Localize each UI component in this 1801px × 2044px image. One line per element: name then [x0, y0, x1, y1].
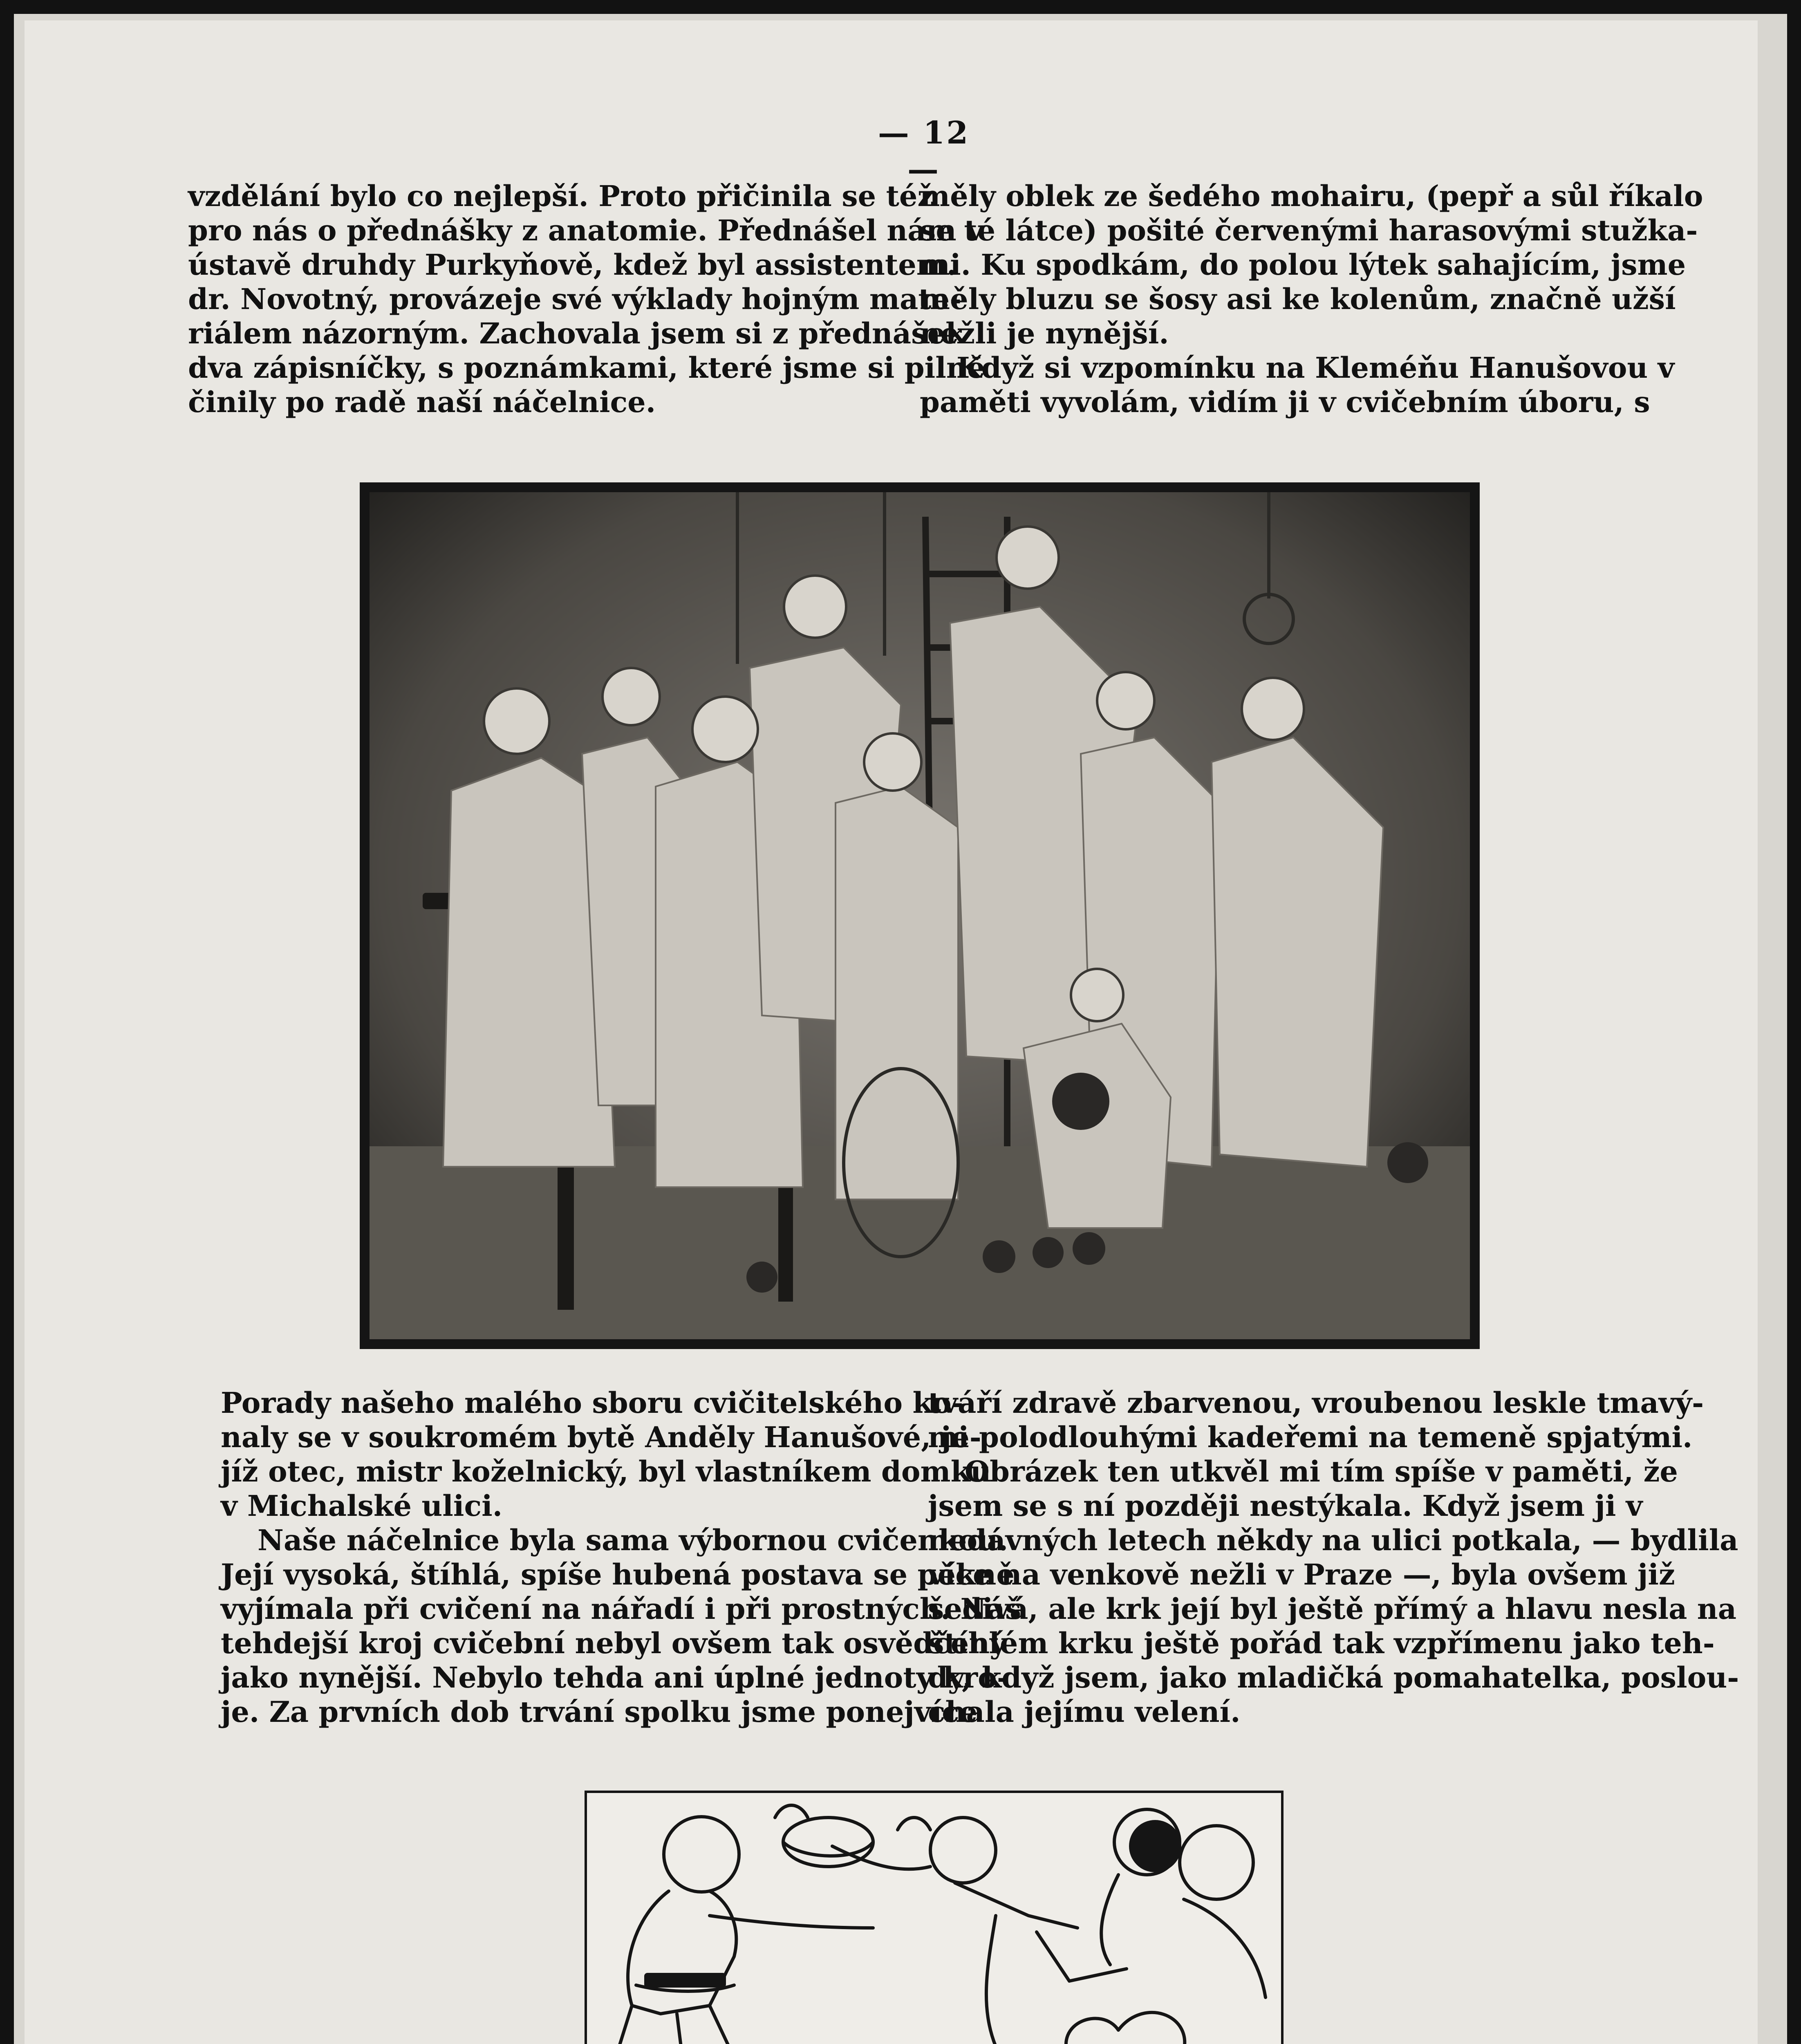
- text-line: je. Za prvních dob trvání spolku jsme ponejvíce: [221, 1695, 978, 1729]
- text-line: tehdejší kroj cvičební nebyl ovšem tak osvědčený: [221, 1626, 1006, 1660]
- text-line: měly bluzu se šosy asi ke kolenům, značně užší: [920, 282, 1676, 316]
- text-line: činily po radě naší náčelnice.: [188, 385, 656, 419]
- text-line: vzdělání bylo co nejlepší. Proto přičinila se též: [188, 179, 934, 213]
- text-line: pro nás o přednášky z anatomie. Přednášel nám v: [188, 213, 983, 247]
- text-line: Její vysoká, štíhlá, spíše hubená postava se pěkně: [221, 1558, 1015, 1591]
- text-line: měly oblek ze šedého mohairu, (pepř a sůl říkalo: [920, 179, 1703, 213]
- text-line: nežli je nynější.: [920, 316, 1169, 350]
- text-line: v Michalské ulici.: [221, 1489, 503, 1523]
- text-line: ústavě druhdy Purkyňově, kdež byl assistentem.: [188, 248, 957, 282]
- text-line: riálem názorným. Zachovala jsem si z přednášek: [188, 316, 965, 350]
- text-line: jíž otec, mistr koželnický, byl vlastníkem domku: [221, 1455, 992, 1488]
- text-line: jako nynější. Nebylo tehda ani úplné jednoty kro-: [221, 1661, 1009, 1694]
- text-line: štíhlém krku ještě pořád tak vzpřímenu jako teh-: [928, 1626, 1715, 1660]
- text-line: Porady našeho malého sboru cvičitelského ko-: [221, 1386, 963, 1420]
- text-line: více na venkově nežli v Praze —, byla ovšem již: [928, 1558, 1675, 1591]
- text-line: mi polodlouhými kadeřemi na temeně spjatými.: [928, 1420, 1693, 1454]
- text-line: Obrázek ten utkvěl mi tím spíše v paměti, že: [965, 1455, 1678, 1488]
- text-line: Když si vzpomínku na Kleméňu Hanušovou v: [957, 351, 1675, 385]
- text-line: mi. Ku spodkám, do polou lýtek sahajícím, jsme: [920, 248, 1686, 282]
- bottom-left-column: [221, 1386, 1021, 1729]
- text-line: šedivá, ale krk její byl ještě přímý a hlavu nesla na: [928, 1592, 1737, 1626]
- text-line: jsem se s ní později nestýkala. Když jsem ji v: [928, 1489, 1643, 1523]
- vignette-illustration: [587, 1793, 1281, 2044]
- decorative-vignette: [585, 1791, 1284, 2044]
- page-number: — 12 —: [878, 114, 970, 187]
- text-line: dva zápisníčky, s poznámkami, které jsme si pilně: [188, 351, 986, 385]
- text-line: vyjímala při cvičení na nářadí i při prostných. Náš: [221, 1592, 1021, 1626]
- bottom-right-column: [928, 1386, 1739, 1729]
- text-line: nedávných letech někdy na ulici potkala, — bydlila: [928, 1523, 1738, 1557]
- text-line: Naše náčelnice byla sama výbornou cvičenkou.: [258, 1523, 1008, 1557]
- page: [25, 20, 1758, 2044]
- text-line: naly se v soukromém bytě Anděly Hanušové, je-: [221, 1420, 981, 1454]
- text-line: se té látce) pošité červenými harasovými stužka-: [920, 213, 1698, 247]
- photo-illustration: [370, 492, 1470, 1339]
- top-right-column: [920, 179, 1703, 419]
- group-photograph: [360, 482, 1480, 1349]
- text-line: paměti vyvolám, vidím ji v cvičebním úboru, s: [920, 385, 1650, 419]
- top-left-column: [188, 179, 986, 419]
- text-line: tváří zdravě zbarvenou, vroubenou leskle tmavý-: [928, 1386, 1704, 1420]
- text-line: chala jejímu velení.: [928, 1695, 1241, 1729]
- text-line: dy, když jsem, jako mladičká pomahatelka, poslou-: [928, 1661, 1739, 1694]
- text-line: dr. Novotný, provázeje své výklady hojným mate-: [188, 282, 962, 316]
